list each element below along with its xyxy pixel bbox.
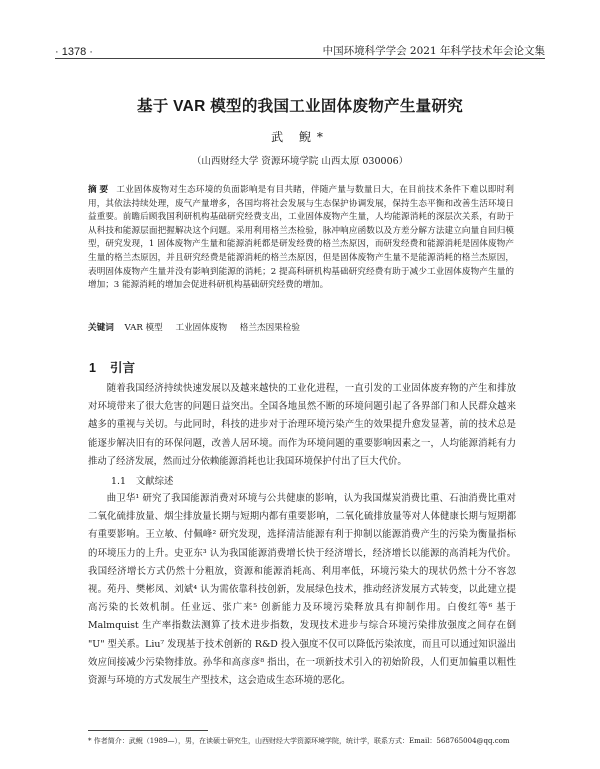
footnote-rule (88, 730, 208, 731)
keyword-item: VAR 模型 (124, 323, 163, 333)
running-header (55, 36, 545, 58)
section-heading (89, 358, 135, 376)
abstract-text: 工业固体废物对生态环境的负面影响是有目共睹，伴随产量与数量日大，在目前技术条件下难以即时利用，其依法持续处理，废气产量增多，各国均将社会发展与生态保护协调发展，保持生态平衡和改善生活环境日益重要。前瞻后顾我国利研机构基础研究经费支出，工业固体废物产生量，人均能源消耗的深层次关系，有助于从科技和能源层面把握解决这个问题。采用利用格兰杰检验，脉冲响应函数以及方差分解方法建立向量自回归模型，研究发现，1 固体废物产生量和能源消耗都是研发经费的格兰杰原因，而研发经费和能源消耗是固体废物产生量的格兰杰原因，并且研究经费是能源消耗的格兰杰原因，但是固体废物产生量不是能源消耗的格兰杰原因，表明固体废物产生量并没有影响到能源的消耗；2 提高科研机构基础研究经费有助于减少工业固体废物产生量的增加；3 能源消耗的增加会促进科研机构基础研究经费的增加。 (88, 185, 514, 291)
page-number: · 1378 · (55, 46, 93, 58)
subsection-title: 文献综述 (135, 476, 174, 487)
keywords (88, 321, 514, 335)
author: 武 鲵* (271, 130, 329, 144)
keyword-item: 工业固体废物 (175, 323, 228, 333)
affiliation: （山西财经大学 资源环境学院 山西太原 030006） (191, 156, 409, 167)
subsection-number: 1.1 (111, 476, 126, 487)
paper-title: 基于 VAR 模型的我国工业固体废物产生量研究 (136, 98, 464, 115)
header-rule (55, 58, 545, 59)
subsection-heading (111, 473, 173, 487)
footnote: * 作者简介：武鲵（1989—），男，在读硕士研究生，山西财经大学资源环境学院，统计学，联系方式：Email：568765004@qq.com (88, 737, 510, 745)
section-number: 1 (89, 361, 96, 375)
keywords-label: 关键词 (88, 322, 114, 332)
abstract-label: 摘 要 (88, 184, 109, 194)
section-title: 引言 (109, 361, 135, 375)
keyword-item: 格兰杰因果检验 (239, 323, 300, 333)
journal-name: 中国环境科学学会 2021 年科学技术年会论文集 (322, 45, 545, 57)
intro-paragraph: 随着我国经济持续快速发展以及越来越快的工业化进程，一直引发的工业固体废弃物的产生和排放对环境带来了很大危害的问题日益突出。全国各地虽然不断的环境问题引起了各界部门和人民群众越来越多的重视与关切。与此同时，科技的进步对于治理环境污染产生的效果提升愈发显著，前的技术总是能逐步解决旧有的环保问题，改善人居环境。而作为环境问题的重要影响因素之一，人均能源消耗有力推动了经济发展，然而过分依赖能源消耗也让我国环境保护付出了巨大代价。 (88, 383, 516, 467)
literature-paragraph: 曲卫华¹ 研究了我国能源消费对环境与公共健康的影响，认为我国煤炭消费比重、石油消费比重对二氧化硫排放量、烟尘排放量长期与短期内都有重要影响，二氧化硫排放量等对人体健康长期与短期都有重要影响。王立敏、付佩峰² 研究发现，选择清洁能源有利于抑制以能源消费产生的污染为衡量指标的环境压力的上升。史亚东³ 认为我国能源消费增长快于经济增长，经济增长以能源的高消耗为代价。我国经济增长方式仍然十分粗放，资源和能源消耗高、利用率低，环境污染大的现状仍然十分不容忽视。苑丹、樊彬凤、刘斌⁴ 认为需依靠科技创新，发展绿色技术，推动经济发展方式转变，以此建立提高污染的长效机制。任业远、张广来⁵ 创新能力及环境污染释放具有抑制作用。白俊红等⁶ 基于 Malmquist 生产率指数法测算了技术进步指数，发现技术进步与综合环境污染排放强度之间存在倒 "U" 型关系。Liu⁷ 发现基于技术创新的 R&D 投入强度不仅可以降低污染浓度，而且可以通过知识溢出效应间接减少污染物排放。孙华和高彦彦⁸ 指出，在一项新技术引入的初始阶段，人们更加偏重以粗性资源与环境的方式发展生产型技术，这会造成生态环境的恶化。 (88, 493, 516, 687)
abstract (88, 183, 514, 293)
